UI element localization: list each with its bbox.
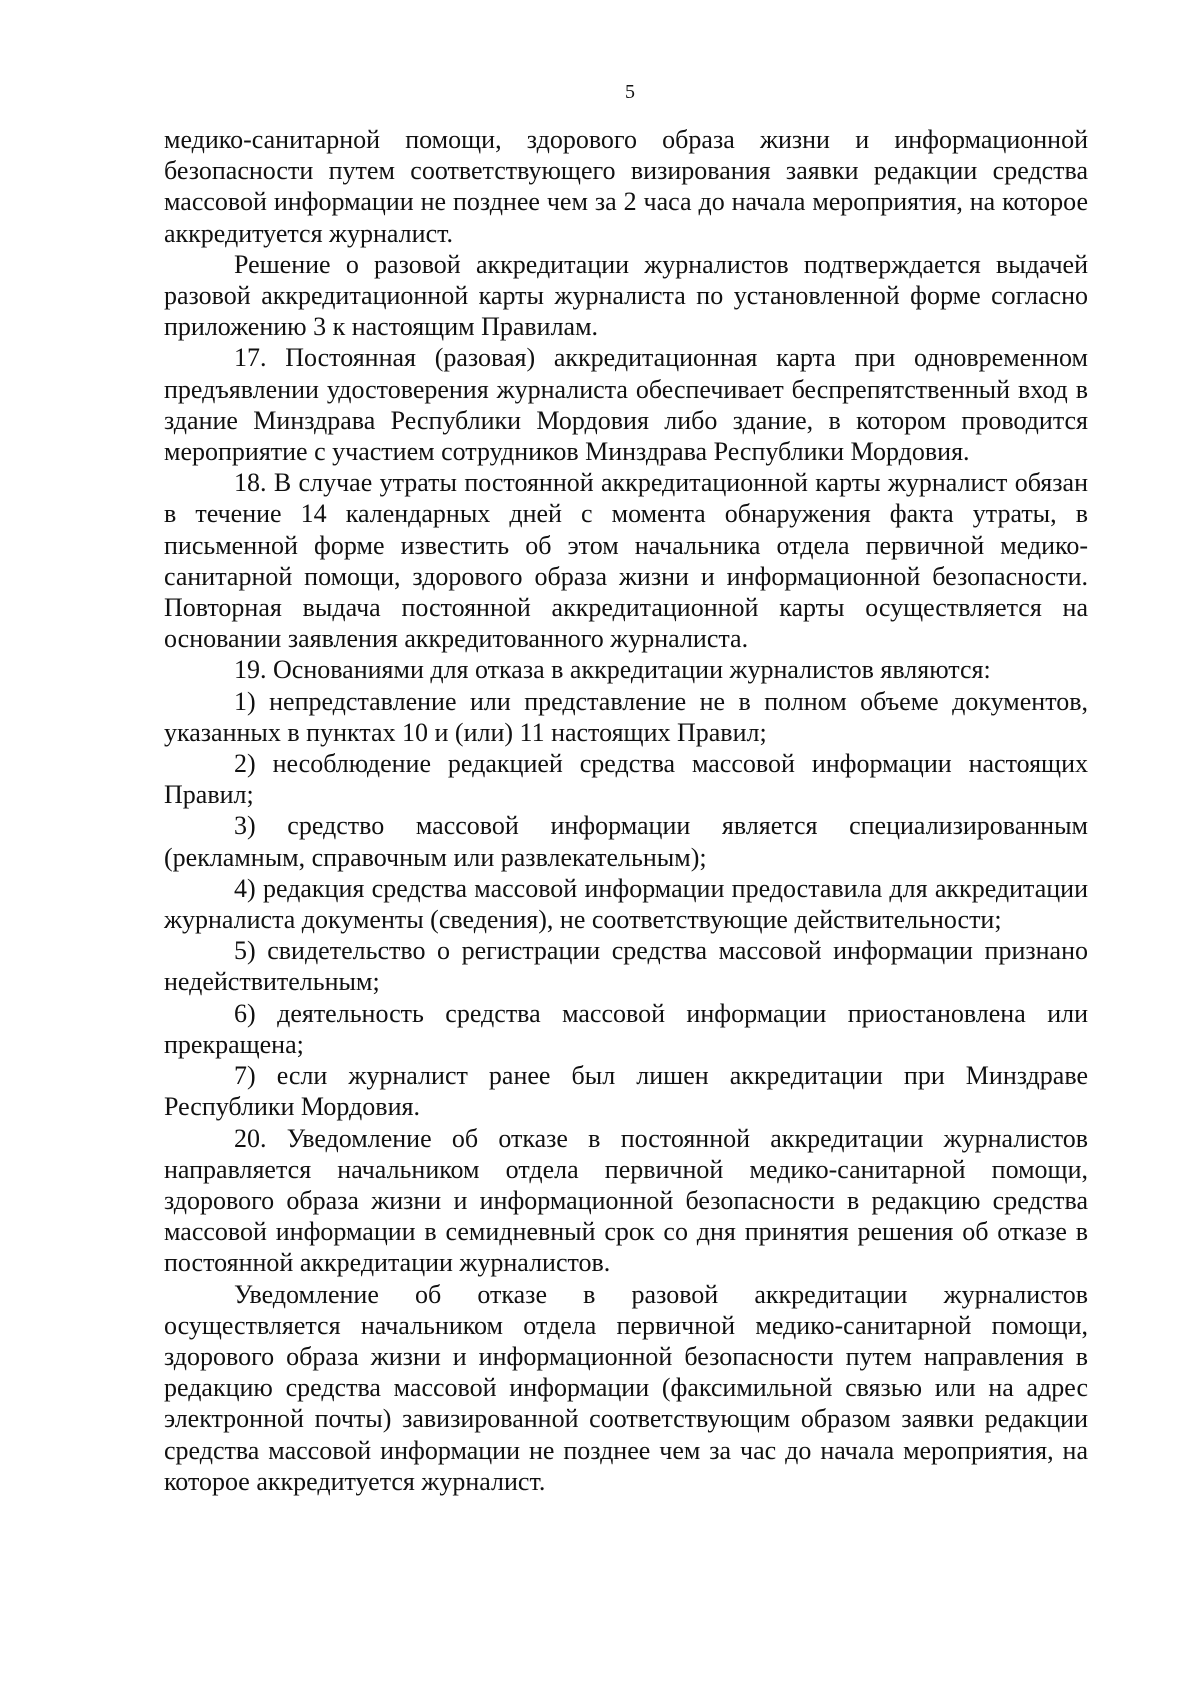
page-number: 5	[625, 81, 635, 103]
list-item-6: 6) деятельность средства массовой информации приостановлена или прекращена;	[164, 998, 1088, 1059]
list-item-3: 3) средство массовой информации является специализированным (рекламным, справочным или развлекательным);	[164, 811, 1088, 872]
paragraph-continuation: медико-санитарной помощи, здорового образа жизни и информационной безопасности путем соответствующего визирования заявки редакции средства массовой информации не позднее чем за 2 часа до начала мероприятия, на которое аккредитуется журналист.	[164, 125, 1088, 248]
list-item-5: 5) свидетельство о регистрации средства массовой информации признано недействительным;	[164, 936, 1088, 997]
list-item-2: 2) несоблюдение редакцией средства массовой информации настоящих Правил;	[164, 749, 1088, 810]
list-item-1: 1) непредставление или представление не в полном объеме документов, указанных в пунктах 10 и (или) 11 настоящих Правил;	[164, 686, 1088, 747]
paragraph-20: 20. Уведомление об отказе в постоянной аккредитации журналистов направляется начальником отдела первичной медико-санитарной помощи, здорового образа жизни и информационной безопасности в редакцию средства массовой информации в семидневный срок со дня принятия решения об отказе в постоянной аккредитации журналистов.	[164, 1123, 1088, 1278]
paragraph-19: 19. Основаниями для отказа в аккредитации журналистов являются:	[234, 655, 991, 685]
paragraph-17: 17. Постоянная (разовая) аккредитационная карта при одновременном предъявлении удостоверения журналиста обеспечивает беспрепятственный вход в здание Минздрава Республики Мордовия либо здание, в котором проводится мероприятие с участием сотрудников Минздрава Республики Мордовия.	[164, 343, 1088, 467]
list-item-7: 7) если журналист ранее был лишен аккредитации при Минздраве Республики Мордовия.	[164, 1061, 1088, 1122]
list-item-4: 4) редакция средства массовой информации предоставила для аккредитации журналиста документы (сведения), не соответствующие действительности;	[164, 873, 1088, 935]
paragraph-18: 18. В случае утраты постоянной аккредитационной карты журналист обязан в течение 14 календарных дней с момента обнаружения факта утраты, в письменной форме известить об этом начальника отдела первичной медико-санитарной помощи, здорового образа жизни и информационной безопасности. Повторная выдача постоянной аккредитационной карты осуществляется на основании заявления аккредитованного журналиста.	[164, 468, 1088, 654]
paragraph-refusal-one-time-notice: Уведомление об отказе в разовой аккредитации журналистов осуществляется начальником отдела первичной медико-санитарной помощи, здорового образа жизни и информационной безопасности путем направления в редакцию средства массовой информации (факсимильной связью или на адрес электронной почты) завизированной соответствующим образом заявки редакции средства массовой информации не позднее чем за час до начала мероприятия, на которое аккредитуется журналист.	[164, 1279, 1088, 1496]
document-body	[164, 124, 1088, 1497]
paragraph-one-time-accreditation-decision: Решение о разовой аккредитации журналистов подтверждается выдачей разовой аккредитационной карты журналиста по установленной форме согласно приложению 3 к настоящим Правилам.	[164, 249, 1088, 342]
